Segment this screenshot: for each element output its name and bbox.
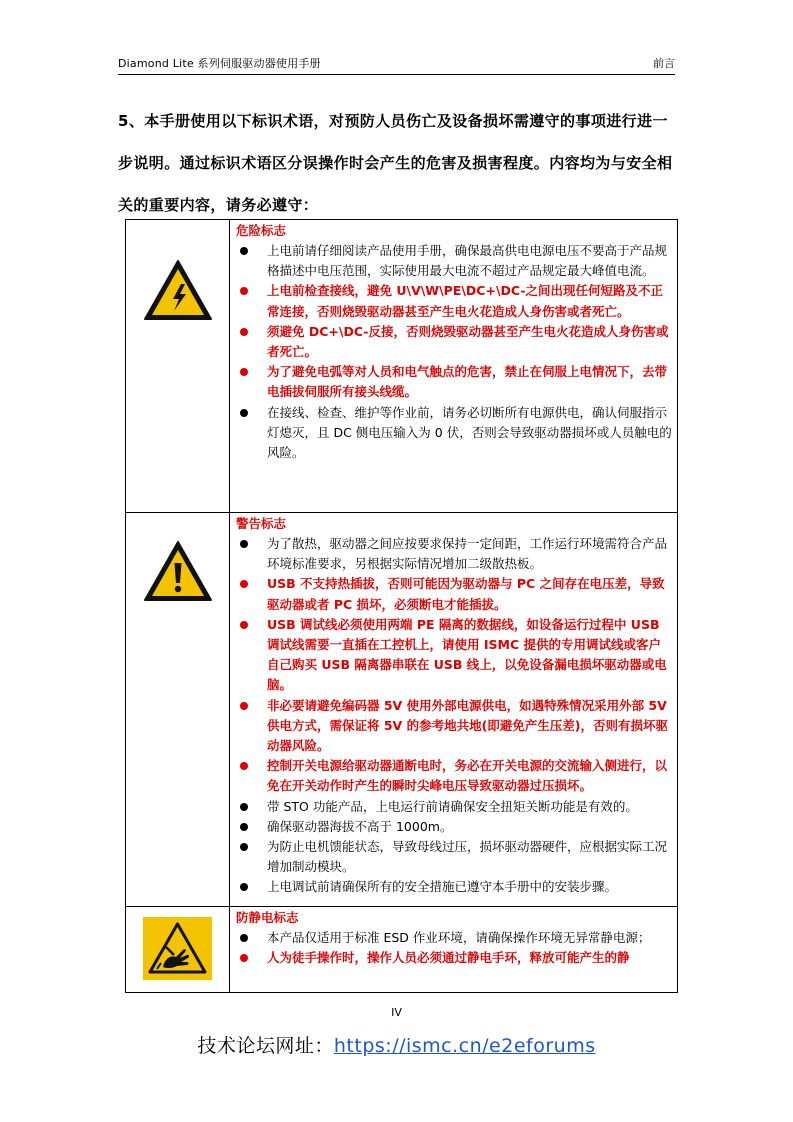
warning-list [236,534,673,898]
list-item [236,574,673,614]
bullet-icon [240,328,248,336]
item-text: 人为徒手操作时，操作人员必须通过静电手环，释放可能产生的静 [267,950,630,966]
item-text: 为了散热，驱动器之间应按要求保持一定间距，工作运行环境需符合产品环境标准要求，另根据实际情况增加二级散热板。 [267,536,668,572]
list-item [236,322,673,362]
safety-signs-table [125,219,678,993]
item-text: 上电调试前请确保所有的安全措施已遵守本手册中的安装步骤。 [267,879,618,895]
bullet-icon [240,621,248,629]
bullet-icon [240,368,248,376]
list-item [236,615,673,696]
item-text: 上电前请仔细阅读产品使用手册，确保最高供电电源电压不要高于产品规格描述中电压范围，实际使用最大电流不超过产品规定最大峰值电流。 [267,243,668,279]
item-text: 控制开关电源给驱动器通断电时，务必在开关电源的交流输入侧进行，以免在开关动作时产生的瞬时尖峰电压导致驱动器过压损坏。 [267,758,668,794]
high-voltage-icon [142,258,214,322]
list-item [236,797,673,817]
list-item [236,948,673,968]
forum-link[interactable]: https://ismc.cn/e2eforums [333,1035,596,1057]
item-text: 须避免 DC+\DC-反接，否则烧毁驱动器甚至产生电火花造成人身伤害或者死亡。 [267,323,669,360]
warning-text-cell [230,513,678,907]
danger-text-cell [230,220,678,513]
list-item [236,241,673,281]
warning-exclamation-icon [142,539,214,603]
esd-text-cell [230,907,678,993]
list-item [236,403,673,464]
list-item [236,928,673,948]
danger-list [236,241,673,463]
warning-icon-cell [126,513,230,907]
bullet-icon [240,934,248,942]
esd-row [126,907,678,993]
esd-list [236,928,673,968]
item-text: 非必要请避免编码器 5V 使用外部电源供电，如遇特殊情况采用外部 5V 供电方式，需保证将 5V 的参考地共地(即避免产生压差)，否则有损坏驱动器风险。 [267,697,669,754]
danger-icon-cell [126,220,230,513]
footer [0,1031,793,1058]
list-item [236,837,673,877]
bullet-icon [240,954,248,962]
bullet-icon [240,762,248,770]
item-text: 在接线、检查、维护等作业前，请务必切断所有电源供电，确认伺服指示灯熄灭，且 DC 侧电压输入为 0 伏，否则会导致驱动器损坏或人员触电的风险。 [267,404,672,461]
list-item [236,696,673,757]
page-header [118,55,675,75]
section-name: 前言 [653,57,675,70]
bullet-icon [240,409,248,417]
bullet-icon [240,247,248,255]
item-text: USB 不支持热插拔，否则可能因为驱动器与 PC 之间存在电压差，导致驱动器或者 PC 损坏，必须断电才能插拔。 [267,576,665,612]
bullet-icon [240,287,248,295]
list-item [236,362,673,402]
item-text: 确保驱动器海拔不高于 1000m。 [267,818,453,834]
bullet-icon [240,883,248,891]
bullet-icon [240,803,248,811]
manual-title: Diamond Lite 系列伺服驱动器使用手册 [118,57,321,70]
bullet-icon [240,823,248,831]
esd-title: 防静电标志 [236,910,299,925]
bullet-icon [240,702,248,710]
item-text: USB 调试线必须使用两端 PE 隔离的数据线，如设备运行过程中 USB 调试线需要一直插在工控机上，请使用 ISMC 提供的专用调试线或客户自己购买 USB 隔离器串联在 USB 线上，以免设备漏电损坏驱动器或电脑。 [267,616,667,693]
list-item [236,534,673,574]
list-item [236,877,673,897]
item-text: 为防止电机馈能状态，导致母线过压，损坏驱动器硬件，应根据实际工况增加制动模块。 [267,839,668,875]
bullet-icon [240,843,248,851]
esd-hand-icon [143,917,212,980]
forum-label: 技术论坛网址： [197,1035,334,1057]
item-text: 为了避免电弧等对人员和电气触点的危害，禁止在伺服上电情况下，去带电插拔伺服所有接头线缆。 [267,364,668,400]
bullet-icon [240,540,248,548]
item-text: 本产品仅适用于标准 ESD 作业环境，请确保操作环境无异常静电源； [267,930,651,945]
list-item [236,756,673,796]
item-text: 上电前检查接线，避免 U\V\W\PE\DC+\DC-之间出现任何短路及不正常连接，否则烧毁驱动器甚至产生电火花造成人身伤害或者死亡。 [267,283,664,319]
intro-paragraph: 5、本手册使用以下标识术语，对预防人员伤亡及设备损坏需遵守的事项进行进一步说明。通过标识术语区分误操作时会产生的危害及损害程度。内容均为与安全相关的重要内容，请务必遵守： [118,112,673,214]
danger-row [126,220,678,513]
page-number: IV [391,1006,402,1019]
danger-title: 危险标志 [236,223,287,238]
warning-title: 警告标志 [236,516,287,531]
warning-row [126,513,678,907]
header-divider [118,74,675,75]
list-item [236,817,673,837]
bullet-icon [240,580,248,588]
item-text: 带 STO 功能产品，上电运行前请确保安全扭矩关断功能是有效的。 [267,798,638,814]
esd-icon-cell [126,907,230,993]
list-item [236,281,673,321]
